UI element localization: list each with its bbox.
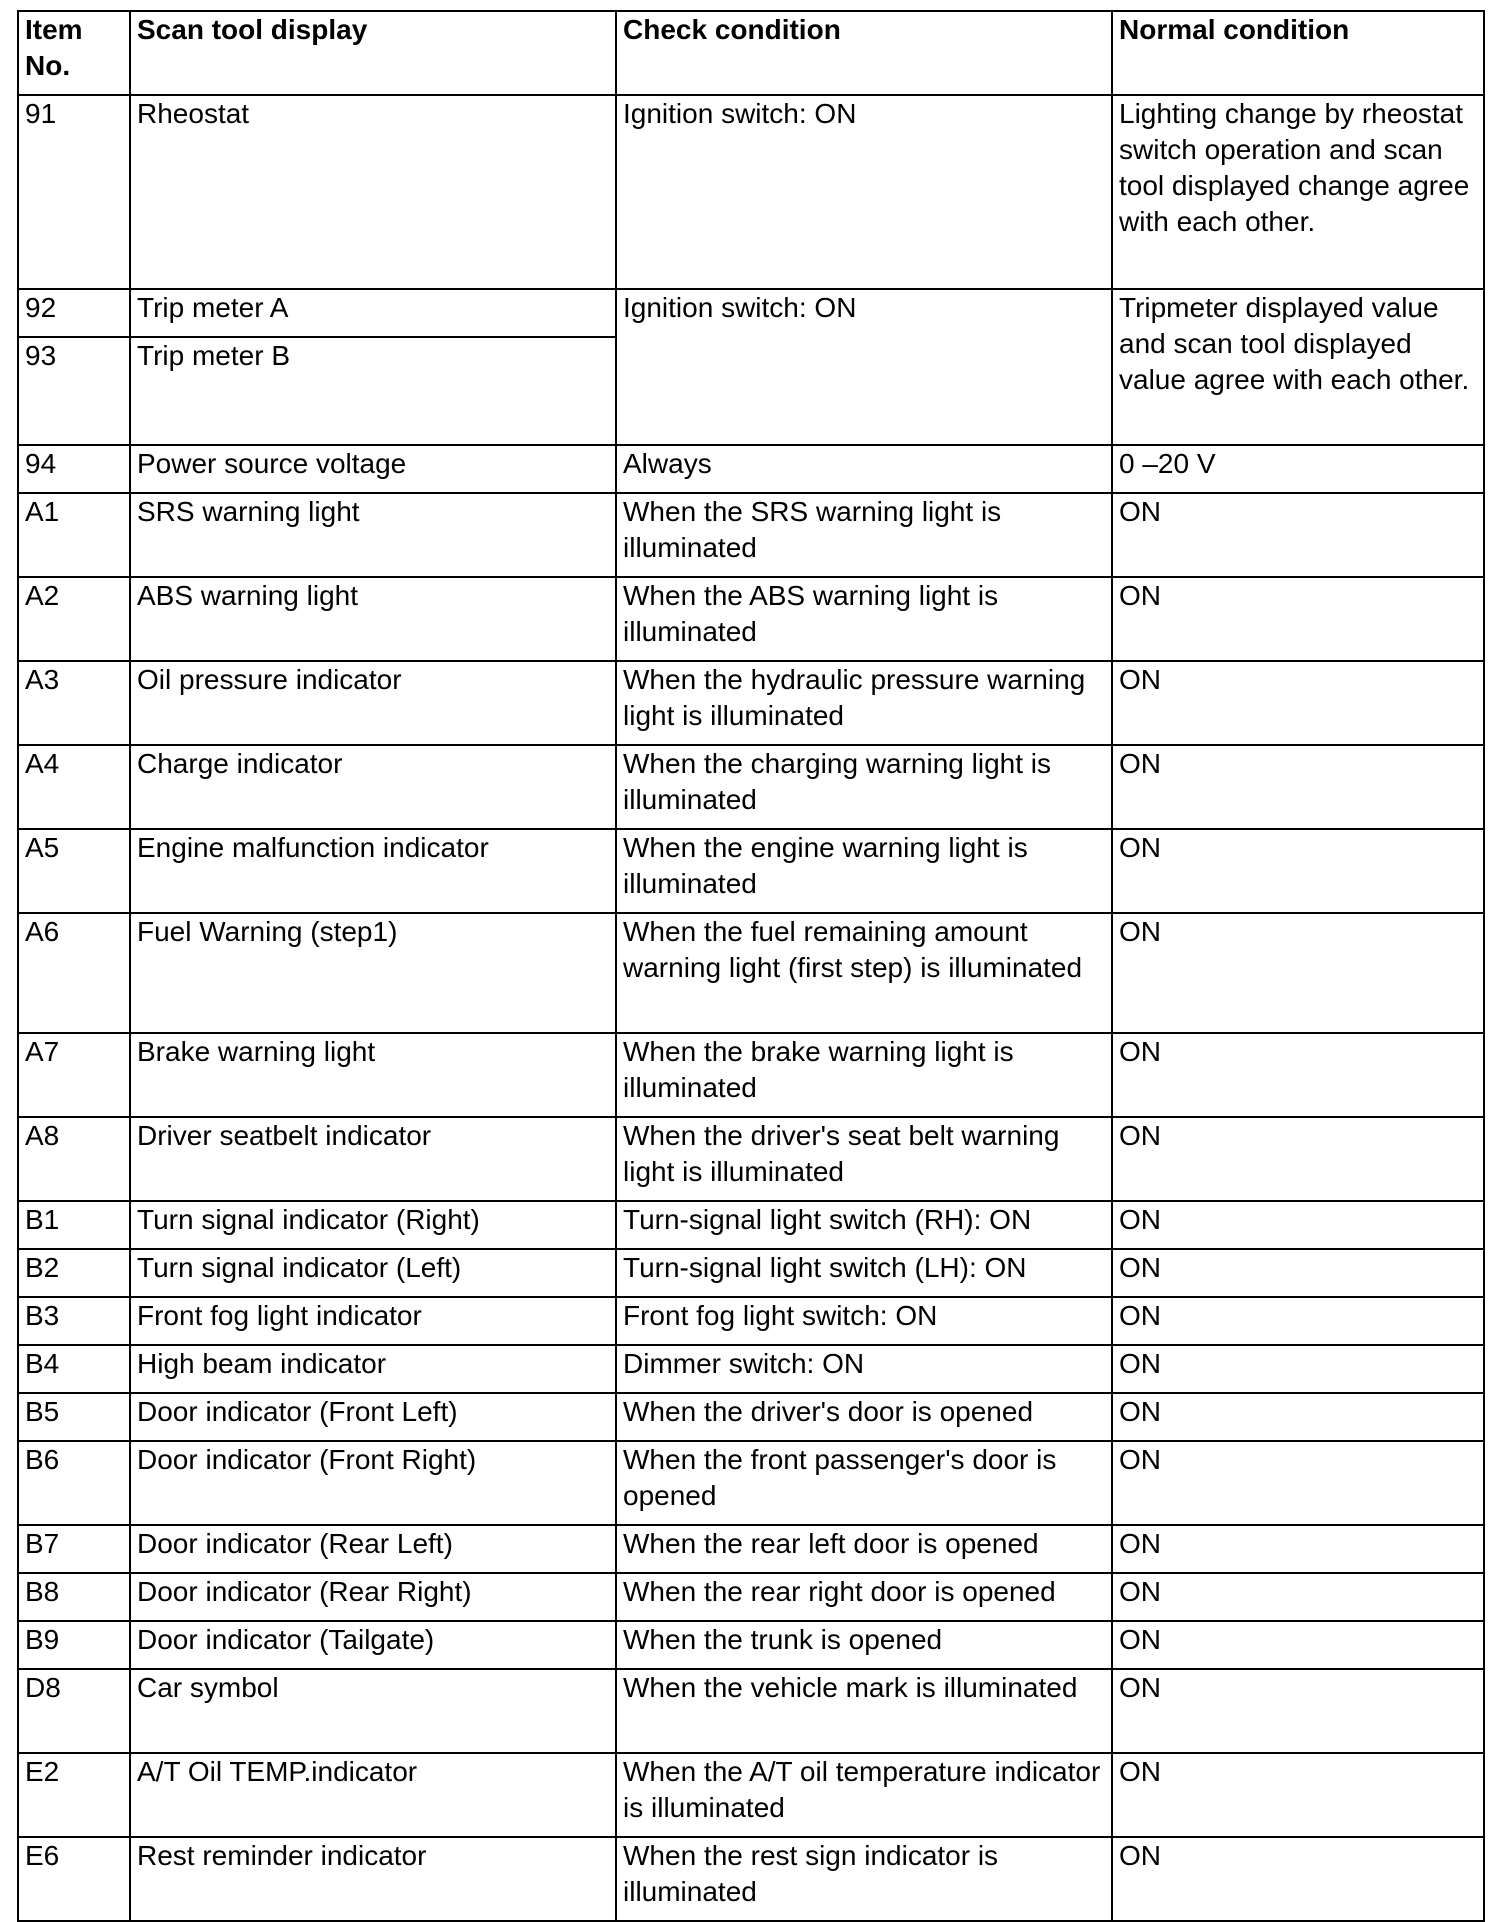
scan-tool-display-cell: Engine malfunction indicator [130,829,616,913]
scan-tool-display-cell: Turn signal indicator (Right) [130,1201,616,1249]
item-number-cell: A4 [18,745,130,829]
table-row [18,1441,1484,1525]
check-condition-cell: When the front passenger's door is opened [616,1441,1112,1525]
normal-condition-cell: ON [1112,1297,1484,1345]
scan-tool-display-cell: Turn signal indicator (Left) [130,1249,616,1297]
scan-tool-display-cell: Charge indicator [130,745,616,829]
normal-condition-cell: ON [1112,493,1484,577]
scan-tool-data-table [17,10,1485,1922]
table-row [18,745,1484,829]
check-condition-cell: When the rest sign indicator is illuminated [616,1837,1112,1921]
scan-tool-display-cell: High beam indicator [130,1345,616,1393]
scan-tool-display-cell: Trip meter A [130,289,616,337]
scan-tool-display-cell: Car symbol [130,1669,616,1753]
item-number-cell: 91 [18,95,130,289]
scan-tool-display-cell: Trip meter B [130,337,616,445]
normal-condition-cell: ON [1112,1621,1484,1669]
normal-condition-cell: ON [1112,745,1484,829]
table-row [18,913,1484,1033]
item-number-cell: B5 [18,1393,130,1441]
scan-tool-display-cell: Rheostat [130,95,616,289]
item-number-cell: D8 [18,1669,130,1753]
item-number-cell: B6 [18,1441,130,1525]
normal-condition-cell: ON [1112,829,1484,913]
check-condition-cell: When the SRS warning light is illuminated [616,493,1112,577]
normal-condition-cell: ON [1112,1669,1484,1753]
table-row [18,661,1484,745]
normal-condition-cell: ON [1112,1525,1484,1573]
table-row [18,829,1484,913]
check-condition-cell: Ignition switch: ON [616,95,1112,289]
check-condition-cell: When the rear left door is opened [616,1525,1112,1573]
item-number-cell: A7 [18,1033,130,1117]
check-condition-cell: Dimmer switch: ON [616,1345,1112,1393]
check-condition-cell: When the hydraulic pressure warning light is illuminated [616,661,1112,745]
item-number-cell: B4 [18,1345,130,1393]
table-row [18,1345,1484,1393]
normal-condition-cell: ON [1112,1201,1484,1249]
check-condition-cell: When the A/T oil temperature indicator is illuminated [616,1753,1112,1837]
item-number-cell: B9 [18,1621,130,1669]
table-row [18,1033,1484,1117]
normal-condition-cell: ON [1112,1573,1484,1621]
scan-tool-display-cell: Door indicator (Front Right) [130,1441,616,1525]
table-row [18,1393,1484,1441]
item-number-cell: B2 [18,1249,130,1297]
header-scan-tool-display: Scan tool display [130,11,616,95]
normal-condition-cell: ON [1112,913,1484,1033]
normal-condition-cell: ON [1112,1753,1484,1837]
item-number-cell: A5 [18,829,130,913]
check-condition-cell: When the rear right door is opened [616,1573,1112,1621]
table-row [18,1837,1484,1921]
check-condition-cell: Turn-signal light switch (LH): ON [616,1249,1112,1297]
check-condition-cell: When the fuel remaining amount warning light (first step) is illuminated [616,913,1112,1033]
check-condition-cell: Turn-signal light switch (RH): ON [616,1201,1112,1249]
table-row [18,445,1484,493]
table-row [18,1249,1484,1297]
check-condition-cell: When the brake warning light is illuminated [616,1033,1112,1117]
check-condition-cell: When the driver's door is opened [616,1393,1112,1441]
table-header-row [18,11,1484,95]
normal-condition-cell: Lighting change by rheostat switch operation and scan tool displayed change agree with each other. [1112,95,1484,289]
item-number-cell: E6 [18,1837,130,1921]
table-row [18,1753,1484,1837]
scan-tool-display-cell: A/T Oil TEMP.indicator [130,1753,616,1837]
check-condition-cell: When the trunk is opened [616,1621,1112,1669]
scan-tool-display-cell: ABS warning light [130,577,616,661]
scan-tool-display-cell: SRS warning light [130,493,616,577]
table-row [18,1621,1484,1669]
scan-tool-display-cell: Fuel Warning (step1) [130,913,616,1033]
check-condition-cell: When the driver's seat belt warning light is illuminated [616,1117,1112,1201]
header-item-no: Item No. [18,11,130,95]
check-condition-cell: Always [616,445,1112,493]
scan-tool-display-cell: Rest reminder indicator [130,1837,616,1921]
table-row [18,577,1484,661]
item-number-cell: B7 [18,1525,130,1573]
item-number-cell: 93 [18,337,130,445]
scan-tool-display-cell: Front fog light indicator [130,1297,616,1345]
item-number-cell: A1 [18,493,130,577]
scan-tool-display-cell: Brake warning light [130,1033,616,1117]
table-row [18,95,1484,289]
item-number-cell: A6 [18,913,130,1033]
normal-condition-cell: ON [1112,577,1484,661]
scan-tool-data-table-container [17,10,1483,1922]
scan-tool-display-cell: Door indicator (Tailgate) [130,1621,616,1669]
normal-condition-cell: ON [1112,1249,1484,1297]
scan-tool-display-cell: Door indicator (Rear Left) [130,1525,616,1573]
check-condition-cell: Front fog light switch: ON [616,1297,1112,1345]
table-row [18,1669,1484,1753]
header-normal-condition: Normal condition [1112,11,1484,95]
normal-condition-cell: ON [1112,1033,1484,1117]
check-condition-cell: When the charging warning light is illuminated [616,745,1112,829]
item-number-cell: 94 [18,445,130,493]
normal-condition-cell: ON [1112,1117,1484,1201]
scan-tool-display-cell: Door indicator (Front Left) [130,1393,616,1441]
normal-condition-cell: ON [1112,1393,1484,1441]
table-row [18,1117,1484,1201]
normal-condition-cell: 0 –20 V [1112,445,1484,493]
header-check-condition: Check condition [616,11,1112,95]
table-row [18,1525,1484,1573]
normal-condition-cell: ON [1112,1441,1484,1525]
check-condition-cell: When the vehicle mark is illuminated [616,1669,1112,1753]
item-number-cell: A8 [18,1117,130,1201]
normal-condition-cell: ON [1112,661,1484,745]
table-row [18,1297,1484,1345]
table-row [18,493,1484,577]
item-number-cell: 92 [18,289,130,337]
item-number-cell: B8 [18,1573,130,1621]
item-number-cell: B3 [18,1297,130,1345]
normal-condition-cell: Tripmeter displayed value and scan tool displayed value agree with each other. [1112,289,1484,445]
check-condition-cell: When the engine warning light is illuminated [616,829,1112,913]
scan-tool-display-cell: Oil pressure indicator [130,661,616,745]
item-number-cell: E2 [18,1753,130,1837]
item-number-cell: A2 [18,577,130,661]
table-row [18,1573,1484,1621]
table-row [18,289,1484,337]
normal-condition-cell: ON [1112,1837,1484,1921]
scan-tool-display-cell: Power source voltage [130,445,616,493]
item-number-cell: B1 [18,1201,130,1249]
scan-tool-display-cell: Door indicator (Rear Right) [130,1573,616,1621]
scan-tool-display-cell: Driver seatbelt indicator [130,1117,616,1201]
check-condition-cell: Ignition switch: ON [616,289,1112,445]
check-condition-cell: When the ABS warning light is illuminated [616,577,1112,661]
normal-condition-cell: ON [1112,1345,1484,1393]
item-number-cell: A3 [18,661,130,745]
table-row [18,1201,1484,1249]
